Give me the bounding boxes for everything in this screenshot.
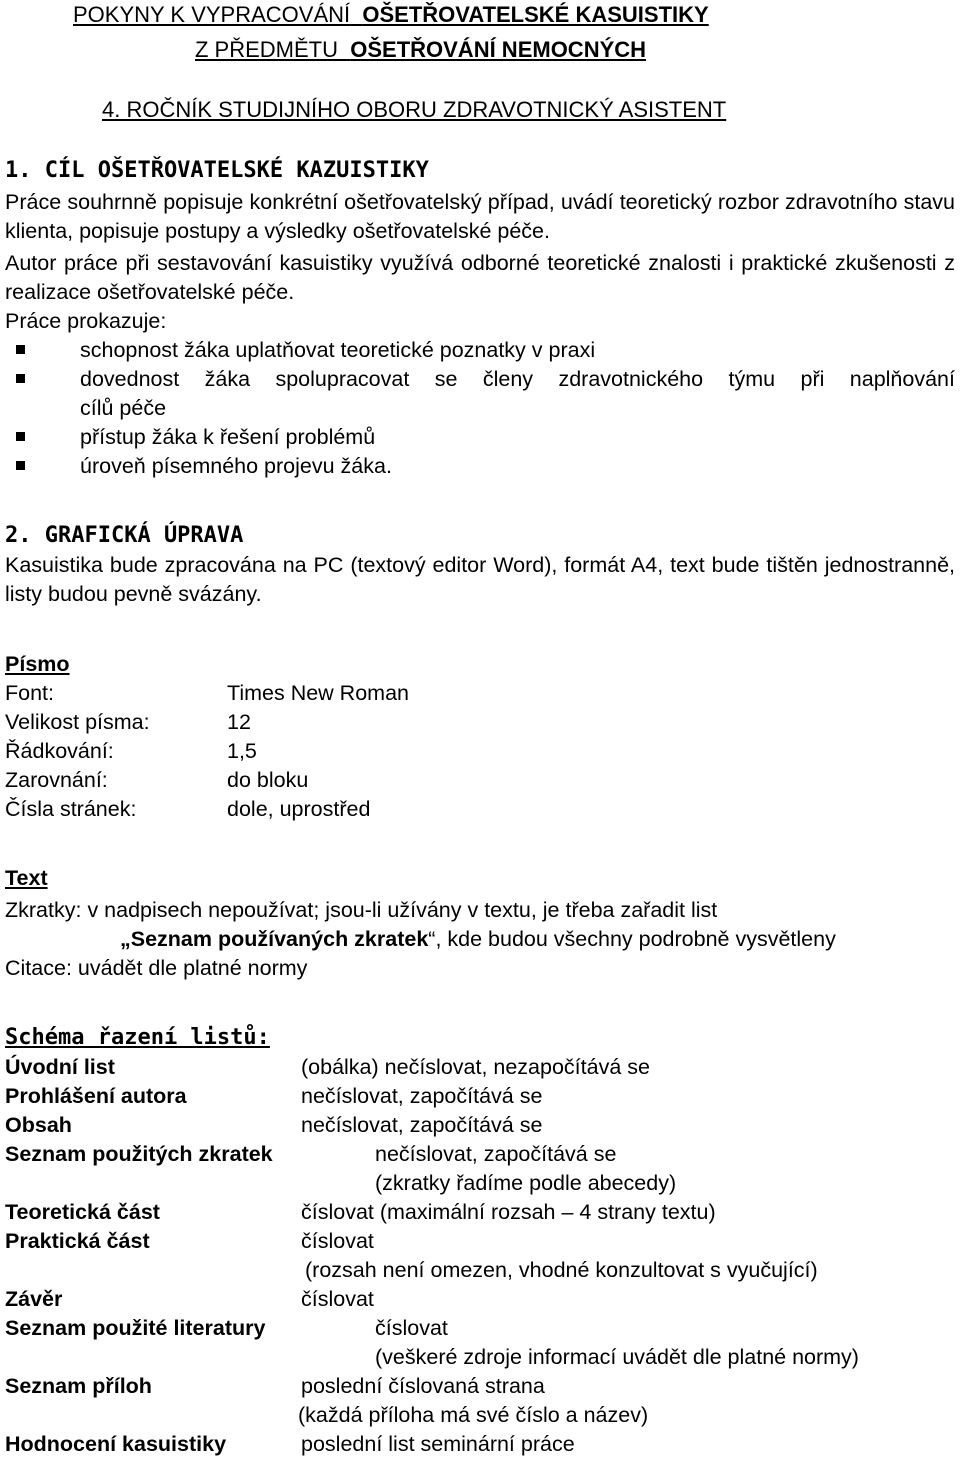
schema-note: (každá příloha má své číslo a název) [298, 1403, 649, 1427]
schema-label: Teoretická část [5, 1200, 160, 1224]
section1-paragraph-2: Autor práce při sestavování kasuistiky využívá odborné teoretické znalosti i praktické zkušenosti z realizace ošetřovatelské péče. [5, 251, 955, 304]
pismo-label: Velikost písma: [5, 710, 150, 734]
bullet-item-2: dovednost žáka spolupracovat se členy zdravotnického týmu při naplňování [80, 367, 955, 391]
pismo-value: Times New Roman [227, 681, 409, 705]
pismo-label: Čísla stránek: [5, 797, 137, 821]
schema-note: (zkratky řadíme podle abecedy) [375, 1171, 677, 1195]
header-line-2-bold: OŠETŘOVÁNÍ NEMOCNÝCH [350, 37, 647, 62]
bullet-item-1: schopnost žáka uplatňovat teoretické poznatky v praxi [80, 338, 596, 362]
section2-paragraph: Kasuistika bude zpracována na PC (textový editor Word), formát A4, text bude tištěn jednostranně, listy budou pevně svázány. [5, 553, 955, 606]
schema-value: nečíslovat, započítává se [301, 1084, 543, 1108]
section1-paragraph-1: Práce souhrnně popisuje konkrétní ošetřovatelský případ, uvádí teoretický rozbor zdravotního stavu klienta, popisuje postupy a výsledky ošetřovatelské péče. [5, 190, 955, 243]
bullet-icon [16, 432, 25, 441]
header-line-2 [195, 35, 646, 64]
schema-value: nečíslovat, započítává se [301, 1113, 543, 1137]
schema-note: (veškeré zdroje informací uvádět dle platné normy) [375, 1345, 859, 1369]
schema-note: (rozsah není omezen, vhodné konzultovat s vyučující) [305, 1258, 818, 1282]
zkratky-value: v nadpisech nepoužívat; jsou-li užívány v textu, je třeba zařadit list [87, 898, 718, 922]
pismo-label: Zarovnání: [5, 768, 108, 792]
pismo-value: dole, uprostřed [227, 797, 371, 821]
schema-value: číslovat (maximální rozsah – 4 strany textu) [301, 1200, 716, 1224]
section2-heading: 2. GRAFICKÁ ÚPRAVA [5, 523, 244, 548]
schema-label: Obsah [5, 1113, 72, 1137]
header-line-1 [73, 0, 709, 29]
schema-value: poslední list seminární práce [301, 1432, 575, 1456]
schema-label: Praktická část [5, 1229, 150, 1253]
schema-value: nečíslovat, započítává se [375, 1142, 617, 1166]
zkratky-list-rest: “, kde budou všechny podrobně vysvětleny [428, 927, 836, 951]
schema-label: Závěr [5, 1287, 63, 1311]
section1-intro: Práce prokazuje: [5, 309, 167, 333]
citace-value: uvádět dle platné normy [77, 956, 308, 980]
schema-value: číslovat [301, 1229, 374, 1253]
bullet-icon [16, 345, 25, 354]
bullet-icon [16, 461, 25, 470]
header-line-1-bold: OŠETŘOVATELSKÉ KASUISTIKY [362, 2, 709, 27]
schema-label: Seznam příloh [5, 1374, 152, 1398]
pismo-heading: Písmo [5, 652, 70, 676]
bullet-item-3: přístup žáka k řešení problémů [80, 425, 376, 449]
zkratky-list-name: „Seznam používaných zkratek [120, 927, 429, 951]
schema-label: Seznam použité literatury [5, 1316, 266, 1340]
text-heading: Text [5, 866, 48, 890]
pismo-value: 1,5 [227, 739, 257, 763]
schema-label: Seznam použitých zkratek [5, 1142, 273, 1166]
pismo-label: Řádkování: [5, 739, 114, 763]
bullet-item-2-continued: cílů péče [80, 396, 167, 420]
zkratky-label: Zkratky: [5, 898, 82, 922]
schema-label: Úvodní list [5, 1055, 115, 1079]
zkratky-row-continued [120, 925, 836, 954]
schema-heading: Schéma řazení listů: [5, 1025, 270, 1050]
schema-value: (obálka) nečíslovat, nezapočítává se [301, 1055, 650, 1079]
schema-value: poslední číslovaná strana [301, 1374, 545, 1398]
bullet-icon [16, 374, 25, 383]
pismo-label: Font: [5, 681, 54, 705]
header-line-3: 4. ROČNÍK STUDIJNÍHO OBORU ZDRAVOTNICKÝ ASISTENT [102, 97, 727, 122]
header-line-2-prefix: Z PŘEDMĚTU [195, 37, 338, 62]
section1-heading: 1. CÍL OŠETŘOVATELSKÉ KAZUISTIKY [5, 158, 429, 183]
schema-value: číslovat [301, 1287, 374, 1311]
bullet-item-4: úroveň písemného projevu žáka. [80, 454, 392, 478]
zkratky-row [5, 896, 717, 925]
citace-label: Citace: [5, 956, 72, 980]
pismo-value: do bloku [227, 768, 309, 792]
pismo-value: 12 [227, 710, 251, 734]
citace-row [5, 954, 307, 983]
header-line-1-prefix: POKYNY K VYPRACOVÁNÍ [73, 2, 351, 27]
schema-label: Prohlášení autora [5, 1084, 187, 1108]
schema-value: číslovat [375, 1316, 448, 1340]
schema-label: Hodnocení kasuistiky [5, 1432, 227, 1456]
